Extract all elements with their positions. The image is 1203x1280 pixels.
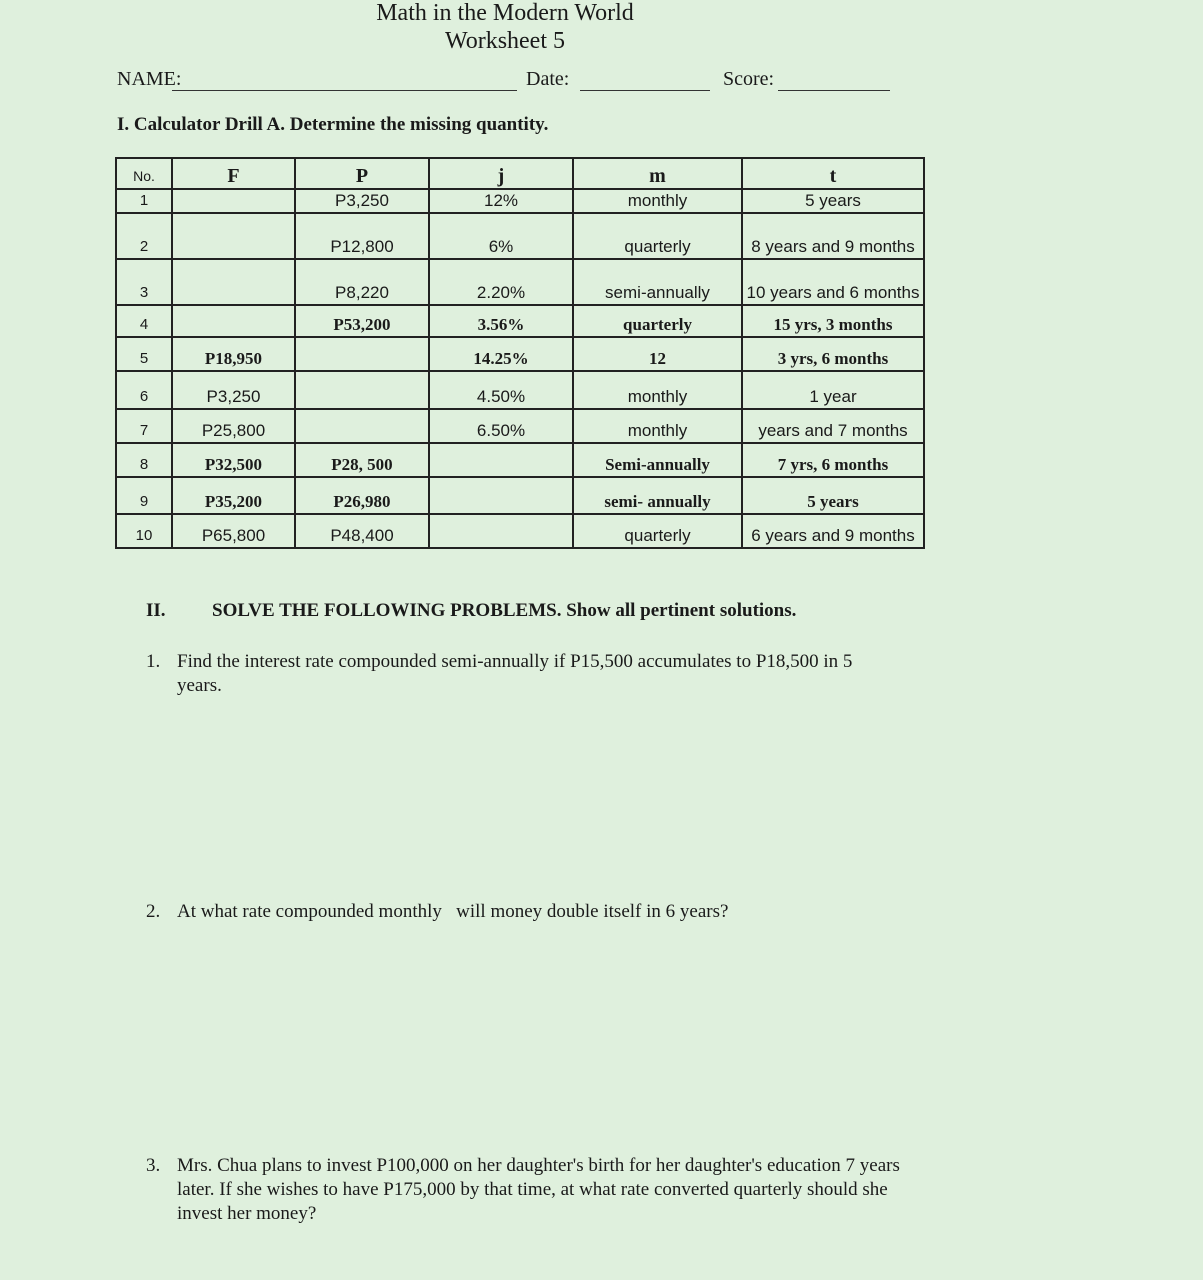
cell-p bbox=[295, 409, 429, 443]
name-label: NAME: bbox=[117, 68, 182, 90]
cell-m: monthly bbox=[573, 409, 742, 443]
cell-p: P48,400 bbox=[295, 514, 429, 548]
table-row bbox=[116, 514, 924, 548]
table-row bbox=[116, 337, 924, 371]
cell-j: 2.20% bbox=[429, 259, 573, 305]
cell-m: monthly bbox=[573, 189, 742, 213]
cell-no: 3 bbox=[116, 259, 172, 305]
cell-no: 5 bbox=[116, 337, 172, 371]
score-label: Score: bbox=[723, 68, 775, 90]
table-header-row bbox=[116, 158, 924, 189]
cell-m: quarterly bbox=[573, 514, 742, 548]
cell-t: 15 yrs, 3 months bbox=[742, 305, 924, 337]
cell-j: 6% bbox=[429, 213, 573, 259]
cell-j bbox=[429, 443, 573, 477]
cell-t: 6 years and 9 months bbox=[742, 514, 924, 548]
cell-t: 7 yrs, 6 months bbox=[742, 443, 924, 477]
cell-t: 10 years and 6 months bbox=[742, 259, 924, 305]
cell-f: P32,500 bbox=[172, 443, 295, 477]
cell-t: years and 7 months bbox=[742, 409, 924, 443]
section2-numeral: II. bbox=[146, 600, 166, 621]
cell-m: 12 bbox=[573, 337, 742, 371]
col-header-m: m bbox=[573, 158, 742, 189]
cell-p: P28, 500 bbox=[295, 443, 429, 477]
table-row bbox=[116, 189, 924, 213]
cell-m: monthly bbox=[573, 371, 742, 409]
cell-f: P65,800 bbox=[172, 514, 295, 548]
cell-t: 3 yrs, 6 months bbox=[742, 337, 924, 371]
table-row bbox=[116, 409, 924, 443]
cell-f: P35,200 bbox=[172, 477, 295, 514]
section1-title: I. Calculator Drill A. Determine the missing quantity. bbox=[117, 114, 549, 135]
cell-j: 14.25% bbox=[429, 337, 573, 371]
cell-p: P26,980 bbox=[295, 477, 429, 514]
cell-p: P53,200 bbox=[295, 305, 429, 337]
cell-p bbox=[295, 371, 429, 409]
cell-p: P3,250 bbox=[295, 189, 429, 213]
cell-no: 2 bbox=[116, 213, 172, 259]
cell-no: 8 bbox=[116, 443, 172, 477]
worksheet-title: Worksheet 5 bbox=[444, 28, 566, 54]
cell-m: quarterly bbox=[573, 213, 742, 259]
date-blank[interactable] bbox=[580, 90, 710, 91]
cell-j: 12% bbox=[429, 189, 573, 213]
col-header-p: P bbox=[295, 158, 429, 189]
section2-title: SOLVE THE FOLLOWING PROBLEMS. Show all pertinent solutions. bbox=[212, 600, 797, 621]
cell-t: 5 years bbox=[742, 477, 924, 514]
problem-1-text: Find the interest rate compounded semi-annually if P15,500 accumulates to P18,500 in 5 years. bbox=[177, 651, 853, 696]
cell-no: 6 bbox=[116, 371, 172, 409]
cell-no: 7 bbox=[116, 409, 172, 443]
cell-no: 9 bbox=[116, 477, 172, 514]
col-header-f: F bbox=[172, 158, 295, 189]
problem-2-number: 2. bbox=[146, 901, 161, 922]
cell-m: semi- annually bbox=[573, 477, 742, 514]
cell-j: 3.56% bbox=[429, 305, 573, 337]
cell-p: P12,800 bbox=[295, 213, 429, 259]
cell-no: 4 bbox=[116, 305, 172, 337]
table-row bbox=[116, 477, 924, 514]
cell-f: P25,800 bbox=[172, 409, 295, 443]
problem-3-text: Mrs. Chua plans to invest P100,000 on her daughter's birth for her daughter's education 7 years later. If she wishes to have P175,000 by that time, at what rate converted quarterly should she invest her money? bbox=[177, 1155, 900, 1224]
problem-3-number: 3. bbox=[146, 1155, 161, 1176]
cell-p: P8,220 bbox=[295, 259, 429, 305]
cell-j bbox=[429, 514, 573, 548]
cell-t: 8 years and 9 months bbox=[742, 213, 924, 259]
cell-m: quarterly bbox=[573, 305, 742, 337]
date-label: Date: bbox=[526, 68, 570, 90]
col-header-no: No. bbox=[116, 158, 172, 189]
cell-t: 5 years bbox=[742, 189, 924, 213]
table-row bbox=[116, 443, 924, 477]
cell-f bbox=[172, 305, 295, 337]
cell-j: 4.50% bbox=[429, 371, 573, 409]
table-row bbox=[116, 213, 924, 259]
table-row bbox=[116, 259, 924, 305]
cell-no: 1 bbox=[116, 189, 172, 213]
cell-j bbox=[429, 477, 573, 514]
table-row bbox=[116, 305, 924, 337]
table-row bbox=[116, 371, 924, 409]
cell-t: 1 year bbox=[742, 371, 924, 409]
course-title: Math in the Modern World bbox=[376, 0, 634, 26]
cell-j: 6.50% bbox=[429, 409, 573, 443]
calculator-drill-table bbox=[115, 157, 925, 549]
cell-f: P18,950 bbox=[172, 337, 295, 371]
cell-f bbox=[172, 259, 295, 305]
score-blank[interactable] bbox=[778, 90, 890, 91]
cell-no: 10 bbox=[116, 514, 172, 548]
cell-f bbox=[172, 189, 295, 213]
problem-2-text: At what rate compounded monthly will money double itself in 6 years? bbox=[177, 901, 729, 922]
name-blank[interactable] bbox=[172, 90, 517, 91]
cell-f bbox=[172, 213, 295, 259]
col-header-t: t bbox=[742, 158, 924, 189]
cell-f: P3,250 bbox=[172, 371, 295, 409]
cell-m: semi-annually bbox=[573, 259, 742, 305]
cell-p bbox=[295, 337, 429, 371]
col-header-j: j bbox=[429, 158, 573, 189]
cell-m: Semi-annually bbox=[573, 443, 742, 477]
problem-1-number: 1. bbox=[146, 651, 161, 672]
